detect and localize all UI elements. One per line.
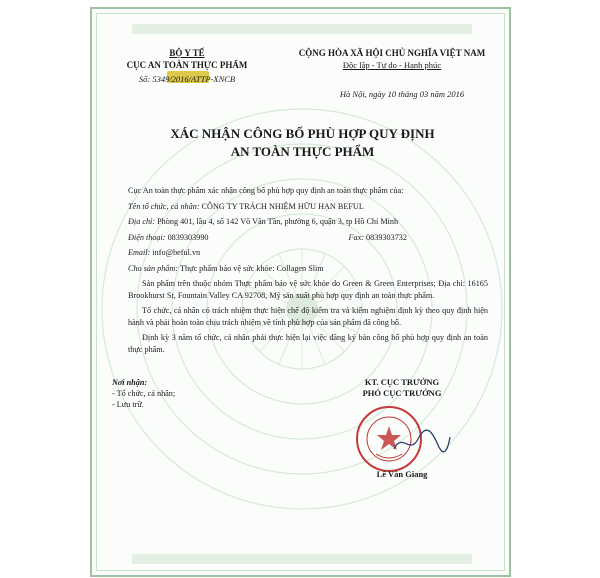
org-label: Tên tổ chức, cá nhân:: [128, 201, 200, 211]
product-row: [128, 263, 488, 275]
email-value: info@beful.vn: [152, 248, 201, 257]
address-value: Phòng 401, lầu 4, số 142 Võ Văn Tần, phường 6, quận 3, tp Hồ Chí Minh: [157, 217, 399, 226]
phone-label: Điện thoại:: [128, 232, 166, 242]
national-motto: Độc lập - Tự do - Hạnh phúc: [342, 60, 442, 70]
signature-title-1: KT. CỤC TRƯỞNG: [364, 377, 440, 387]
phone-value: 0839303990: [167, 232, 209, 242]
fax-label: Fax:: [348, 232, 364, 242]
signature-scribble: [392, 427, 452, 457]
title-line-1: XÁC NHẬN CÔNG BỐ PHÙ HỢP QUY ĐỊNH: [170, 126, 435, 141]
header-left: [102, 47, 272, 85]
ministry-name: BỘ Y TẾ: [169, 48, 205, 58]
recipient-2: - Lưu trữ.: [112, 400, 144, 409]
product-value: Thực phẩm bảo vệ sức khỏe: Collagen Slim: [179, 263, 324, 273]
document-number: Số: 5349/2016/ATTP-XNCB: [138, 74, 236, 84]
signature-block: [322, 377, 482, 399]
paragraph-3: Định kỳ 3 năm tổ chức, cá nhân phải thực hiện lại việc đăng ký bản công bố phù hợp quy định an toàn thực phẩm.: [128, 333, 488, 354]
intro-text: Cục An toàn thực phẩm xác nhận công bố phù hợp quy định an toàn thực phẩm của:: [128, 186, 404, 195]
document-body: [128, 185, 488, 359]
document-title: [92, 125, 511, 161]
product-label: Cho sản phẩm:: [128, 263, 179, 273]
paragraph-2: Tổ chức, cá nhân có trách nhiệm thực hiện chế độ kiểm tra và kiểm nghiệm định kỳ theo quy định hiện hành và phải hoàn toàn chịu trách nhiệm về tính phù hợp của sản phẩm đã công bố.: [128, 306, 488, 327]
header-right: [272, 47, 511, 71]
email-label: Email:: [128, 248, 151, 257]
signer-name: Lê Văn Giang: [376, 469, 428, 479]
fax-value: 0839303732: [366, 232, 407, 242]
email-row: [128, 247, 488, 259]
recipients: [112, 377, 282, 410]
paragraph-1: Sản phẩm trên thuộc nhóm Thực phẩm bảo vệ sức khỏe do Green & Green Enterprises; Địa chỉ: 16165 Brookhurst St, Fountain Valley CA 92708, Mỹ sản xuất phù hợp quy định an toàn thực phẩm.: [128, 279, 488, 300]
issue-date: Hà Nội, ngày 10 tháng 03 năm 2016: [339, 89, 465, 99]
certificate-frame: [90, 7, 511, 577]
country-name: CỘNG HÒA XÃ HỘI CHỦ NGHĨA VIỆT NAM: [298, 48, 486, 58]
address-row: [128, 216, 488, 228]
recipient-1: - Tổ chức, cá nhân;: [112, 389, 176, 398]
title-line-2: AN TOÀN THỰC PHẨM: [230, 144, 375, 159]
org-value: CÔNG TY TRÁCH NHIỆM HỮU HẠN BEFUL: [201, 201, 364, 211]
phone-row: [128, 232, 488, 244]
department-name: CỤC AN TOÀN THỰC PHẨM: [126, 60, 248, 70]
signature-title-2: PHÓ CỤC TRƯỞNG: [362, 388, 442, 398]
recipients-heading: Nơi nhận:: [112, 378, 148, 387]
address-label: Địa chỉ:: [128, 217, 156, 226]
org-row: [128, 201, 488, 213]
